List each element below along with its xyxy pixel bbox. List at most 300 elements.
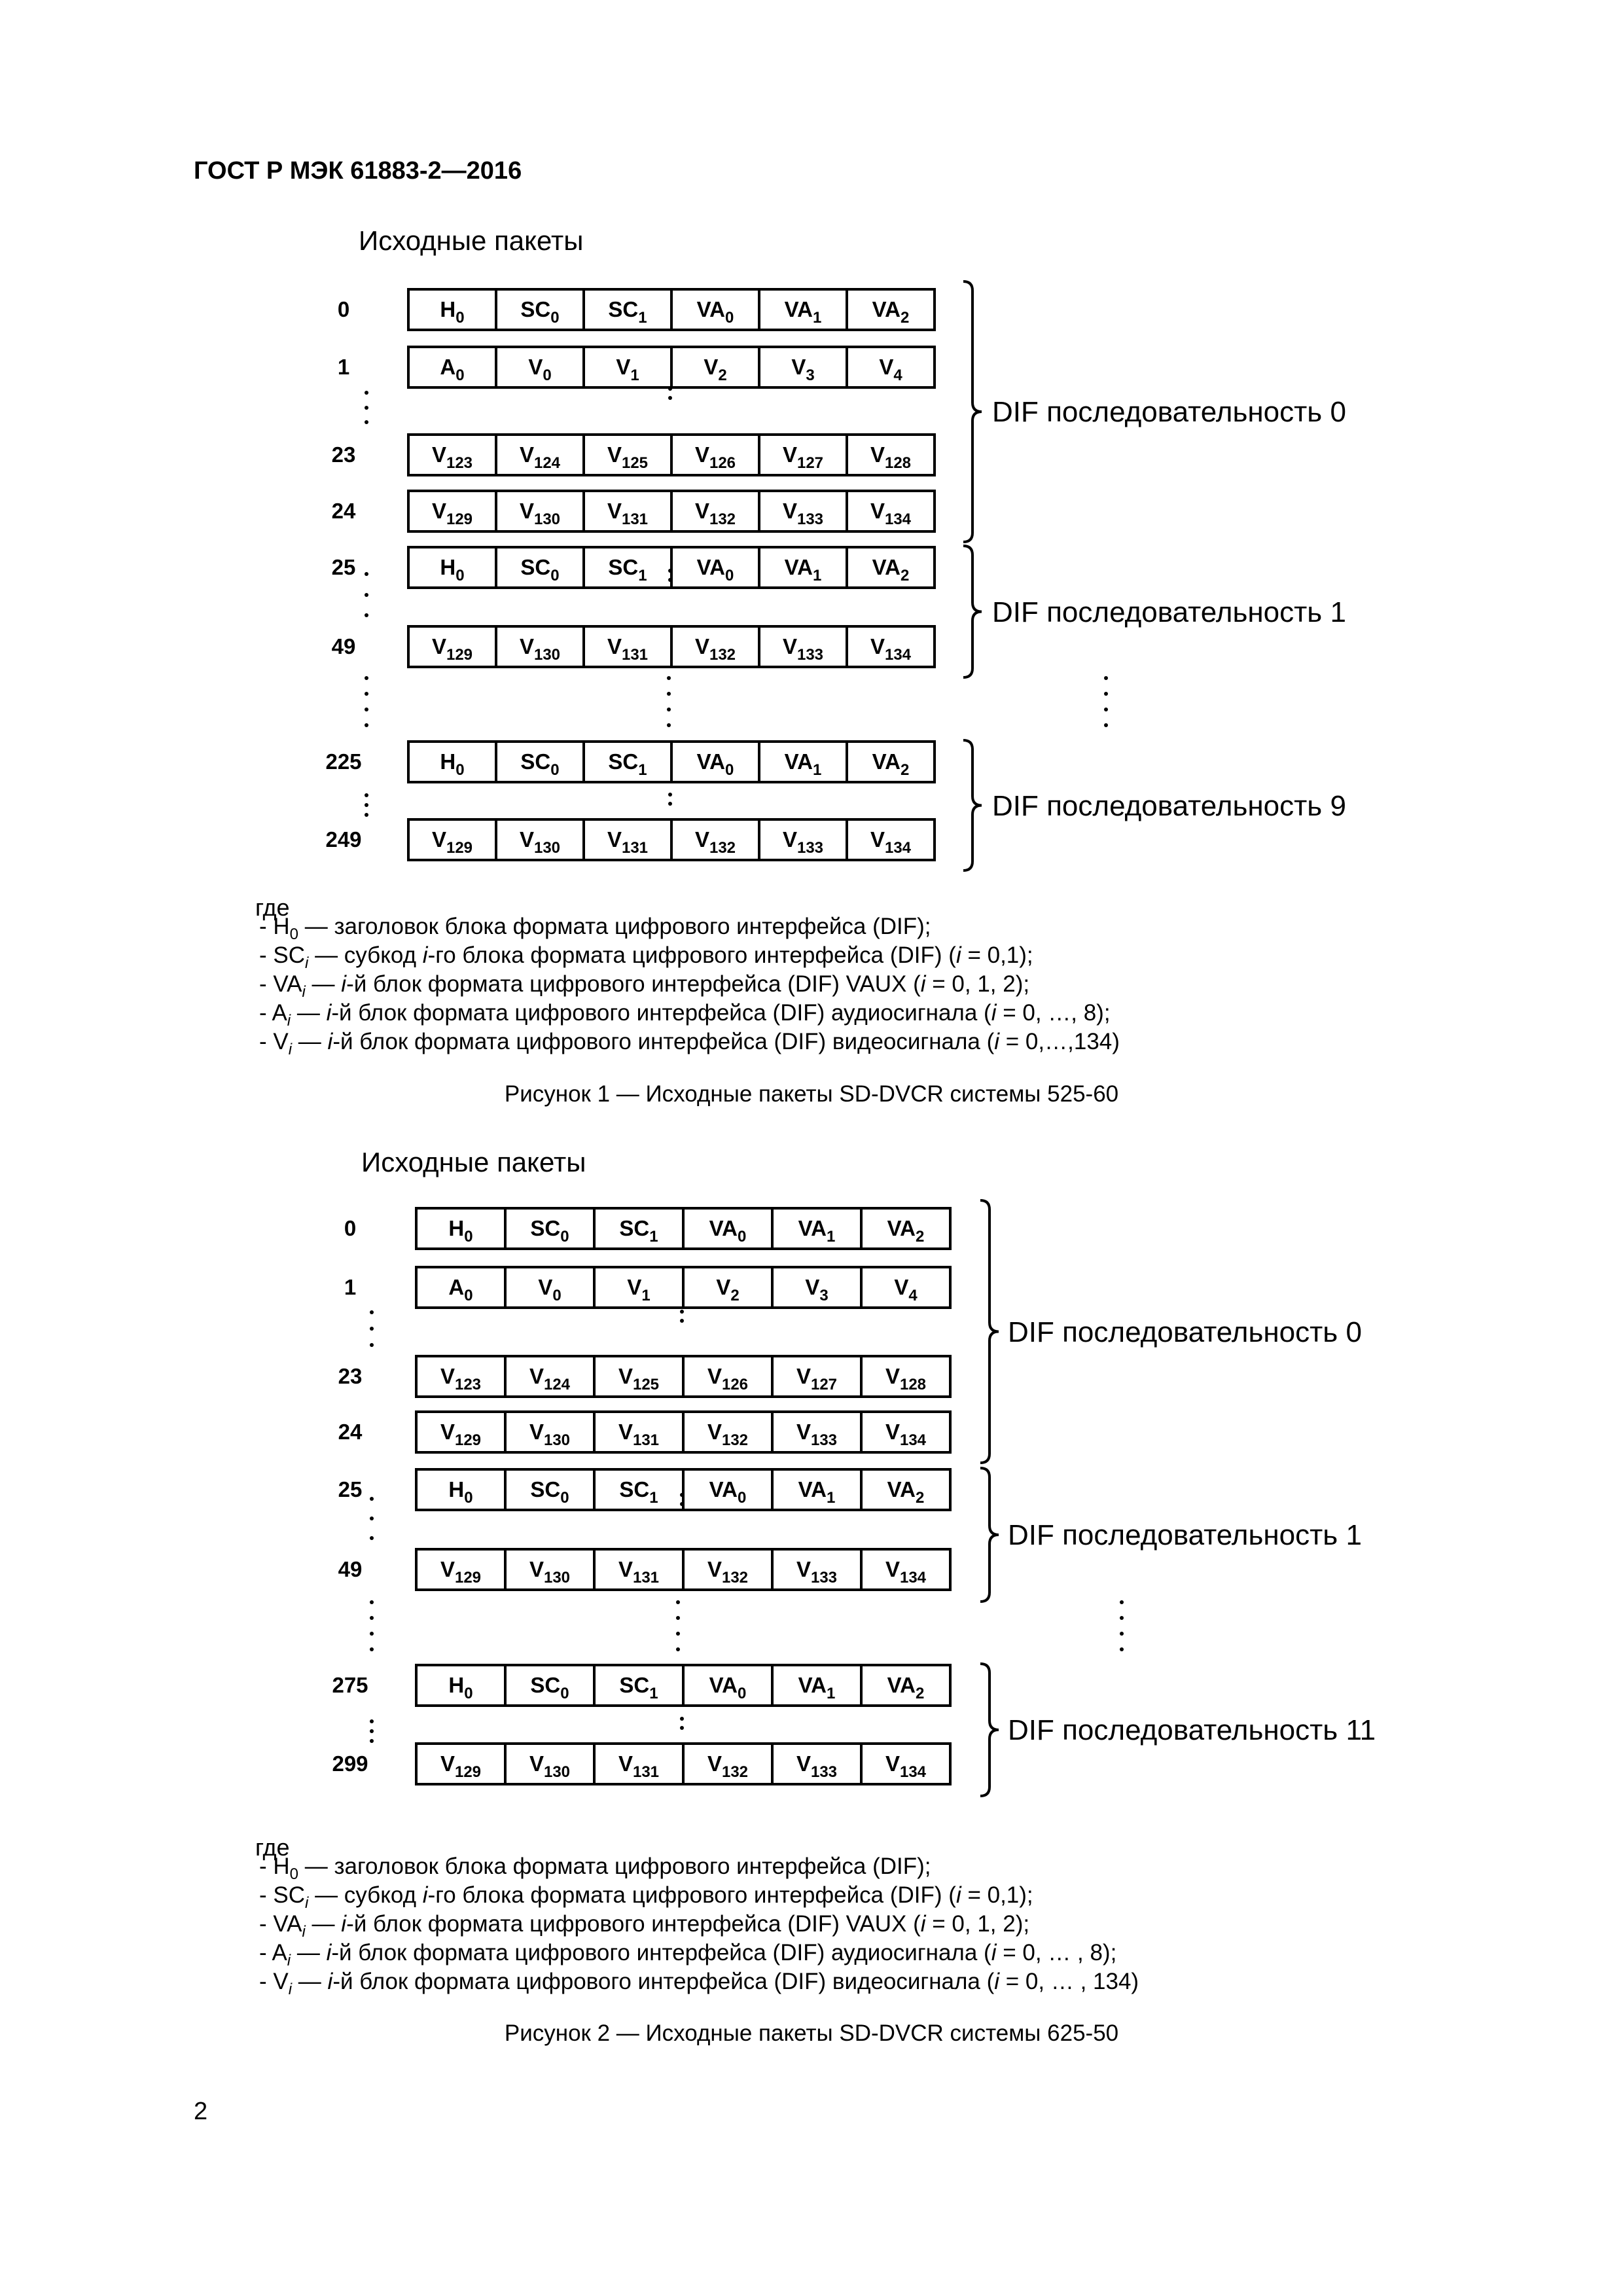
legend-text: = 0,1); xyxy=(961,1882,1033,1908)
dif-block-name: $V_{129}$ xyxy=(431,827,473,857)
dif-block-index: 1 xyxy=(638,567,647,584)
ellipsis-dot xyxy=(668,569,672,573)
ellipsis-dot xyxy=(365,391,368,395)
legend-subscript: i xyxy=(305,954,309,972)
ellipsis-dot xyxy=(1120,1632,1124,1636)
ellipsis-dot xyxy=(668,578,672,582)
dif-block-index: 134 xyxy=(884,511,912,528)
dif-block-cell xyxy=(682,1742,774,1785)
dif-block-cell xyxy=(415,1355,507,1398)
dif-block-name: $VA_0$ xyxy=(696,555,734,584)
dif-block-name: $SC_1$ xyxy=(619,1477,658,1507)
dif-block-cell xyxy=(670,490,760,533)
dif-block-index: 2 xyxy=(901,567,910,584)
dif-block-cell xyxy=(415,1468,507,1511)
packet-number-label: 23 xyxy=(331,442,356,467)
dif-block-index: 131 xyxy=(621,511,649,528)
dif-block-cell xyxy=(682,1664,774,1707)
dif-block-cell xyxy=(504,1742,596,1785)
dif-block-name: $VA_2$ xyxy=(872,749,910,779)
dif-block-cell xyxy=(495,433,585,476)
dif-block-cell xyxy=(582,740,673,783)
dif-block-index: 0 xyxy=(464,1287,473,1304)
ellipsis-dot xyxy=(370,1729,374,1733)
dif-block-name: $V_{126}$ xyxy=(694,442,736,472)
packet-number-label: 275 xyxy=(332,1673,368,1697)
dif-block-cell xyxy=(407,546,497,589)
dif-block-index: 4 xyxy=(893,367,902,384)
dif-block-index: 2 xyxy=(901,309,910,327)
dif-block-cell xyxy=(682,1410,774,1454)
ellipsis-dot xyxy=(370,1719,374,1723)
ellipsis-dot xyxy=(668,802,672,806)
dif-block-cell xyxy=(682,1548,774,1591)
ellipsis-dot xyxy=(370,1327,374,1331)
ellipsis-dot xyxy=(365,420,368,424)
dif-block-cell xyxy=(593,1468,685,1511)
dif-block-name: $V_0$ xyxy=(528,355,552,384)
dif-block-name: $VA_1$ xyxy=(784,749,822,779)
dif-block-name: $SC_1$ xyxy=(608,555,647,584)
ellipsis-dot xyxy=(668,396,672,400)
dif-block-cell xyxy=(846,433,936,476)
legend-italic: i xyxy=(422,942,428,968)
dif-block-index: 125 xyxy=(621,454,649,472)
dif-block-cell xyxy=(771,1742,863,1785)
dif-block-index: 129 xyxy=(446,839,473,857)
dif-block-cell xyxy=(670,433,760,476)
dif-block-index: 132 xyxy=(721,1569,749,1587)
dif-block-name: $V_{123}$ xyxy=(431,442,473,472)
dif-block-index: 129 xyxy=(454,1431,482,1449)
legend-italic: i xyxy=(422,1882,428,1908)
dif-block-index: 0 xyxy=(738,1685,747,1702)
ellipsis-dot xyxy=(676,1600,680,1604)
dif-block-index: 126 xyxy=(721,1376,749,1393)
dif-block-name: $V_{130}$ xyxy=(519,634,561,664)
legend-text: = 0, … , 8); xyxy=(996,1940,1117,1965)
dif-block-cell xyxy=(860,1266,952,1309)
dif-block-name: $V_{128}$ xyxy=(885,1364,927,1393)
sequence-brace xyxy=(961,738,987,873)
dif-block-name: $H_0$ xyxy=(440,297,465,327)
legend-italic: i xyxy=(991,1000,997,1026)
ellipsis-dot xyxy=(365,613,368,617)
dif-block-name: $V_{129}$ xyxy=(440,1420,482,1449)
dif-block-cell xyxy=(670,346,760,389)
document-header: ГОСТ Р МЭК 61883-2—2016 xyxy=(194,157,522,185)
dif-sequence-label: DIF последовательность 0 xyxy=(1008,1316,1362,1348)
dif-block-cell xyxy=(593,1355,685,1398)
dif-block-cell xyxy=(582,346,673,389)
ellipsis-dot xyxy=(680,1717,684,1721)
sequence-brace xyxy=(978,1465,1004,1604)
dif-block-name: $V_{128}$ xyxy=(870,442,912,472)
dif-block-cell xyxy=(771,1355,863,1398)
dif-block-index: 0 xyxy=(455,367,465,384)
dif-block-cell xyxy=(407,818,497,861)
dif-block-cell xyxy=(504,1548,596,1591)
legend-text: — субкод xyxy=(308,1882,423,1908)
ellipsis-dot xyxy=(365,572,368,576)
dif-block-index: 1 xyxy=(641,1287,651,1304)
figure-1-title: Исходные пакеты xyxy=(359,225,584,256)
legend-text: — заголовок блока формата цифрового интерфейса (DIF); xyxy=(298,914,931,939)
dif-block-name: $V_{123}$ xyxy=(440,1364,482,1393)
dif-block-index: 131 xyxy=(632,1763,660,1781)
dif-block-cell xyxy=(682,1266,774,1309)
legend-item xyxy=(259,941,1033,970)
legend-text: = 0, 1, 2); xyxy=(925,971,1030,997)
dif-block-index: 0 xyxy=(738,1489,747,1507)
dif-block-index: 0 xyxy=(560,1228,569,1246)
ellipsis-dot xyxy=(370,1632,374,1636)
dif-block-cell xyxy=(860,1548,952,1591)
dif-block-name: $VA_1$ xyxy=(784,297,822,327)
dif-block-cell xyxy=(670,818,760,861)
dif-block-index: 1 xyxy=(813,567,822,584)
legend-item xyxy=(259,970,1029,999)
dif-block-index: 124 xyxy=(543,1376,571,1393)
dif-block-cell xyxy=(771,1410,863,1454)
packet-number-label: 25 xyxy=(331,555,356,579)
dif-block-name: $SC_1$ xyxy=(619,1673,658,1702)
dif-block-name: $H_0$ xyxy=(440,555,465,584)
legend-text: -й блок формата цифрового интерфейса (DIF) видеосигнала ( xyxy=(332,1029,995,1054)
dif-block-cell xyxy=(415,1742,507,1785)
dif-block-name: $V_{129}$ xyxy=(440,1557,482,1587)
ellipsis-dot xyxy=(1104,676,1108,680)
dif-block-name: $SC_1$ xyxy=(619,1216,658,1246)
dif-block-index: 0 xyxy=(738,1228,747,1246)
dif-block-index: 134 xyxy=(899,1431,927,1449)
dif-sequence-label: DIF последовательность 0 xyxy=(992,396,1346,428)
dif-block-name: $H_0$ xyxy=(440,749,465,779)
dif-block-index: 134 xyxy=(899,1763,927,1781)
dif-block-index: 129 xyxy=(454,1569,482,1587)
legend-text: — заголовок блока формата цифрового интерфейса (DIF); xyxy=(298,1854,931,1879)
dif-sequence-label: DIF последовательность 1 xyxy=(992,596,1346,628)
dif-block-cell xyxy=(670,740,760,783)
dif-block-name: $VA_0$ xyxy=(709,1216,747,1246)
dif-block-index: 123 xyxy=(446,454,473,472)
dif-block-cell xyxy=(415,1266,507,1309)
dif-block-name: $VA_1$ xyxy=(798,1477,836,1507)
dif-block-name: $V_{134}$ xyxy=(885,1420,927,1449)
dif-block-cell xyxy=(582,818,673,861)
dif-block-index: 0 xyxy=(455,761,465,779)
dif-block-index: 3 xyxy=(819,1287,829,1304)
dif-block-name: $V_{130}$ xyxy=(529,1751,571,1781)
dif-block-index: 130 xyxy=(533,646,561,664)
dif-block-index: 1 xyxy=(827,1489,836,1507)
figure-1-caption: Рисунок 1 — Исходные пакеты SD-DVCR системы 525-60 xyxy=(504,1081,1119,1107)
legend-text: - VA xyxy=(259,1911,302,1937)
legend-italic: i xyxy=(920,971,926,997)
legend-italic: i xyxy=(991,1940,997,1965)
dif-block-name: $VA_1$ xyxy=(784,555,822,584)
legend-text: - H xyxy=(259,1854,290,1879)
dif-block-index: 1 xyxy=(649,1685,658,1702)
ellipsis-dot xyxy=(365,406,368,410)
packet-number-label: 49 xyxy=(331,634,356,658)
dif-block-name: $V_{127}$ xyxy=(796,1364,838,1393)
dif-block-index: 1 xyxy=(649,1489,658,1507)
dif-block-cell xyxy=(495,490,585,533)
dif-block-name: $VA_2$ xyxy=(872,297,910,327)
dif-block-cell xyxy=(407,740,497,783)
ellipsis-dot xyxy=(370,1647,374,1651)
ellipsis-dot xyxy=(365,803,368,807)
dif-block-name: $SC_1$ xyxy=(608,297,647,327)
packet-number-label: 1 xyxy=(337,355,350,379)
dif-block-name: $V_{130}$ xyxy=(529,1557,571,1587)
dif-block-cell xyxy=(670,546,760,589)
ellipsis-dot xyxy=(1104,708,1108,711)
dif-block-index: 0 xyxy=(550,567,560,584)
dif-block-index: 3 xyxy=(806,367,815,384)
ellipsis-dot xyxy=(365,593,368,597)
dif-block-index: 2 xyxy=(916,1685,925,1702)
dif-block-name: $VA_1$ xyxy=(798,1216,836,1246)
ellipsis-dot xyxy=(1120,1616,1124,1620)
dif-block-cell xyxy=(582,625,673,668)
dif-block-name: $VA_0$ xyxy=(696,749,734,779)
ellipsis-dot xyxy=(667,692,671,696)
dif-block-name: $V_{129}$ xyxy=(440,1751,482,1781)
ellipsis-dot xyxy=(370,1310,374,1314)
dif-block-name: $V_4$ xyxy=(894,1275,918,1304)
dif-block-cell xyxy=(758,346,848,389)
dif-block-cell xyxy=(415,1664,507,1707)
dif-block-cell xyxy=(407,346,497,389)
dif-block-cell xyxy=(504,1355,596,1398)
dif-block-index: 134 xyxy=(884,839,912,857)
dif-block-index: 1 xyxy=(638,309,647,327)
dif-block-cell xyxy=(758,546,848,589)
dif-block-cell xyxy=(860,1355,952,1398)
dif-block-name: $SC_0$ xyxy=(520,297,560,327)
dif-block-name: $V_2$ xyxy=(704,355,727,384)
dif-block-cell xyxy=(495,546,585,589)
dif-block-index: 1 xyxy=(827,1685,836,1702)
dif-sequence-label: DIF последовательность 1 xyxy=(1008,1519,1362,1551)
legend-subscript: i xyxy=(287,1012,291,1030)
ellipsis-dot xyxy=(1120,1647,1124,1651)
dif-block-name: $V_{131}$ xyxy=(607,499,649,528)
dif-block-cell xyxy=(846,346,936,389)
packet-number-label: 49 xyxy=(338,1557,363,1581)
legend-text: - V xyxy=(259,1029,289,1054)
legend-text: — xyxy=(291,1000,327,1026)
ellipsis-dot xyxy=(680,1493,684,1497)
dif-block-name: $V_{132}$ xyxy=(694,827,736,857)
dif-block-cell xyxy=(582,433,673,476)
legend-italic: i xyxy=(326,1000,332,1026)
legend-text: — xyxy=(305,1911,342,1937)
dif-block-cell xyxy=(593,1410,685,1454)
dif-block-name: $H_0$ xyxy=(448,1477,473,1507)
dif-block-name: $V_{125}$ xyxy=(618,1364,660,1393)
legend-item xyxy=(259,1028,1120,1056)
packet-number-label: 1 xyxy=(344,1275,357,1299)
dif-block-index: 133 xyxy=(796,511,824,528)
dif-block-name: $V_{134}$ xyxy=(870,827,912,857)
legend-text: -го блока формата цифрового интерфейса (DIF) ( xyxy=(427,1882,956,1908)
ellipsis-dot xyxy=(680,1502,684,1506)
dif-block-index: 132 xyxy=(709,646,736,664)
ellipsis-dot xyxy=(676,1632,680,1636)
dif-block-index: 131 xyxy=(621,839,649,857)
legend-item xyxy=(259,1939,1116,1967)
legend-text: = 0, … , 134) xyxy=(999,1969,1139,1994)
dif-block-name: $V_{132}$ xyxy=(707,1420,749,1449)
dif-block-index: 130 xyxy=(543,1763,571,1781)
dif-block-index: 131 xyxy=(632,1569,660,1587)
ellipsis-dot xyxy=(1120,1600,1124,1604)
dif-block-cell xyxy=(495,625,585,668)
dif-block-name: $V_{132}$ xyxy=(694,634,736,664)
legend-text: — xyxy=(292,1029,328,1054)
dif-block-cell xyxy=(670,288,760,331)
dif-block-index: 124 xyxy=(533,454,561,472)
legend-subscript: i xyxy=(287,1952,291,1969)
dif-block-index: 130 xyxy=(543,1569,571,1587)
dif-block-index: 0 xyxy=(550,309,560,327)
dif-block-index: 2 xyxy=(730,1287,740,1304)
dif-sequence-label: DIF последовательность 9 xyxy=(992,789,1346,822)
dif-block-cell xyxy=(846,740,936,783)
dif-block-index: 132 xyxy=(721,1431,749,1449)
sequence-brace xyxy=(961,543,987,680)
legend-text: — субкод xyxy=(308,942,423,968)
dif-block-cell xyxy=(771,1207,863,1250)
legend-subscript: i xyxy=(305,1894,309,1912)
legend-text: -й блок формата цифрового интерфейса (DIF) VAUX ( xyxy=(346,1911,921,1937)
legend-text: - V xyxy=(259,1969,289,1994)
legend-text: -й блок формата цифрового интерфейса (DIF) аудиосигнала ( xyxy=(331,1940,991,1965)
legend-subscript: i xyxy=(302,983,306,1001)
dif-block-cell xyxy=(771,1664,863,1707)
packet-number-label: 0 xyxy=(337,297,350,321)
dif-block-index: 130 xyxy=(533,839,561,857)
legend-text: = 0,…,134) xyxy=(999,1029,1120,1054)
dif-block-cell xyxy=(860,1468,952,1511)
dif-block-cell xyxy=(846,288,936,331)
sequence-brace xyxy=(961,279,987,545)
dif-block-index: 1 xyxy=(827,1228,836,1246)
dif-block-name: $H_0$ xyxy=(448,1673,473,1702)
dif-block-index: 1 xyxy=(649,1228,658,1246)
legend-text: -го блока формата цифрового интерфейса (DIF) ( xyxy=(427,942,956,968)
packet-number-label: 25 xyxy=(338,1477,363,1501)
dif-block-cell xyxy=(504,1207,596,1250)
dif-block-name: $V_{131}$ xyxy=(618,1420,660,1449)
dif-block-index: 1 xyxy=(630,367,639,384)
ellipsis-dot xyxy=(676,1616,680,1620)
dif-block-index: 0 xyxy=(455,567,465,584)
dif-block-index: 0 xyxy=(560,1685,569,1702)
dif-block-index: 129 xyxy=(446,646,473,664)
dif-block-name: $V_{133}$ xyxy=(796,1420,838,1449)
dif-block-cell xyxy=(415,1410,507,1454)
dif-block-name: $SC_0$ xyxy=(530,1673,569,1702)
dif-block-name: $V_{124}$ xyxy=(529,1364,571,1393)
dif-block-index: 2 xyxy=(718,367,727,384)
dif-block-cell xyxy=(593,1266,685,1309)
ellipsis-dot xyxy=(370,1343,374,1347)
figure-2-caption: Рисунок 2 — Исходные пакеты SD-DVCR системы 625-50 xyxy=(504,2020,1119,2046)
packet-number-label: 24 xyxy=(331,499,356,523)
dif-block-index: 134 xyxy=(899,1569,927,1587)
dif-block-index: 0 xyxy=(464,1228,473,1246)
legend-italic: i xyxy=(920,1911,926,1937)
dif-block-index: 0 xyxy=(464,1685,473,1702)
sequence-brace xyxy=(978,1198,1004,1465)
dif-block-name: $V_{131}$ xyxy=(607,827,649,857)
ellipsis-dot xyxy=(1104,723,1108,727)
ellipsis-dot xyxy=(680,1319,684,1323)
dif-block-index: 132 xyxy=(709,511,736,528)
dif-block-cell xyxy=(504,1266,596,1309)
dif-block-index: 1 xyxy=(638,761,647,779)
legend-text: — xyxy=(291,1940,327,1965)
dif-block-cell xyxy=(860,1742,952,1785)
dif-block-index: 127 xyxy=(810,1376,838,1393)
ellipsis-dot xyxy=(680,1310,684,1314)
legend-text: - A xyxy=(259,1940,287,1965)
ellipsis-dot xyxy=(370,1497,374,1501)
legend-text: - A xyxy=(259,1000,287,1026)
dif-block-cell xyxy=(758,740,848,783)
dif-block-name: $V_{126}$ xyxy=(707,1364,749,1393)
dif-block-cell xyxy=(504,1664,596,1707)
dif-block-cell xyxy=(407,288,497,331)
dif-block-name: $VA_0$ xyxy=(709,1673,747,1702)
sequence-brace xyxy=(978,1661,1004,1799)
dif-block-cell xyxy=(504,1410,596,1454)
dif-block-index: 4 xyxy=(908,1287,918,1304)
ellipsis-dot xyxy=(667,708,671,711)
packet-number-label: 0 xyxy=(344,1216,357,1240)
dif-block-cell xyxy=(670,625,760,668)
legend-text: = 0, …, 8); xyxy=(996,1000,1111,1026)
dif-block-index: 0 xyxy=(560,1489,569,1507)
dif-block-cell xyxy=(593,1742,685,1785)
dif-block-name: $V_2$ xyxy=(716,1275,740,1304)
dif-block-cell xyxy=(407,490,497,533)
dif-block-name: $A_0$ xyxy=(440,355,465,384)
dif-block-cell xyxy=(846,490,936,533)
dif-block-index: 132 xyxy=(709,839,736,857)
dif-block-index: 0 xyxy=(725,567,734,584)
packet-number-label: 24 xyxy=(338,1420,363,1444)
dif-block-name: $V_3$ xyxy=(791,355,815,384)
dif-block-index: 134 xyxy=(884,646,912,664)
dif-block-index: 0 xyxy=(725,761,734,779)
dif-block-cell xyxy=(495,818,585,861)
dif-block-index: 1 xyxy=(813,761,822,779)
legend-text: = 0,1); xyxy=(961,942,1033,968)
dif-block-name: $V_1$ xyxy=(616,355,639,384)
legend-text: - SC xyxy=(259,1882,305,1908)
ellipsis-dot xyxy=(365,813,368,817)
dif-block-index: 2 xyxy=(916,1489,925,1507)
dif-block-cell xyxy=(407,625,497,668)
legend-subscript: 0 xyxy=(289,1865,299,1883)
dif-sequence-label: DIF последовательность 11 xyxy=(1008,1714,1376,1746)
ellipsis-dot xyxy=(667,723,671,727)
